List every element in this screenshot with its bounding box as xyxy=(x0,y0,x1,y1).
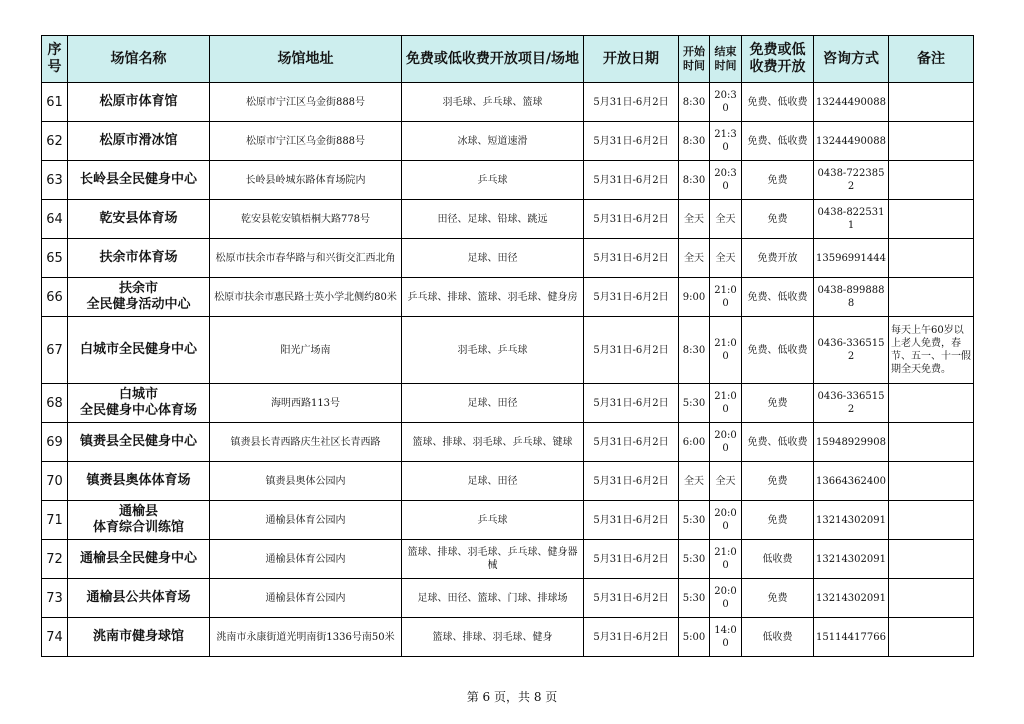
cell-end: 20:00 xyxy=(710,579,742,618)
cell-seq: 68 xyxy=(42,384,68,423)
cell-start: 全天 xyxy=(679,239,710,278)
venue-table xyxy=(41,35,974,657)
header-seq: 序号 xyxy=(42,36,68,83)
page-footer: 第 6 页，共 8 页 xyxy=(466,690,558,704)
cell-dates: 5月31日-6月2日 xyxy=(584,540,679,579)
cell-end: 21:30 xyxy=(710,122,742,161)
cell-seq: 65 xyxy=(42,239,68,278)
cell-seq: 70 xyxy=(42,462,68,501)
cell-fee: 免费 xyxy=(742,579,814,618)
cell-name: 通榆县 体育综合训练馆 xyxy=(68,501,210,540)
cell-seq: 62 xyxy=(42,122,68,161)
cell-fee: 免费、低收费 xyxy=(742,423,814,462)
cell-name: 松原市滑冰馆 xyxy=(68,122,210,161)
cell-contact: 0436-3365152 xyxy=(814,384,889,423)
cell-seq: 72 xyxy=(42,540,68,579)
cell-fee: 免费、低收费 xyxy=(742,122,814,161)
header-name: 场馆名称 xyxy=(68,36,210,83)
cell-start: 5:30 xyxy=(679,540,710,579)
cell-fee: 免费开放 xyxy=(742,239,814,278)
cell-fee: 免费、低收费 xyxy=(742,278,814,317)
cell-end: 14:00 xyxy=(710,618,742,657)
cell-remarks xyxy=(889,462,974,501)
cell-name: 镇赉县全民健身中心 xyxy=(68,423,210,462)
cell-dates: 5月31日-6月2日 xyxy=(584,384,679,423)
cell-dates: 5月31日-6月2日 xyxy=(584,462,679,501)
cell-start: 8:30 xyxy=(679,83,710,122)
cell-items: 篮球、排球、羽毛球、健身 xyxy=(402,618,584,657)
cell-address: 通榆县体育公园内 xyxy=(210,540,402,579)
cell-end: 全天 xyxy=(710,200,742,239)
table-row xyxy=(42,384,974,423)
cell-dates: 5月31日-6月2日 xyxy=(584,161,679,200)
cell-items: 羽毛球、乒乓球、篮球 xyxy=(402,83,584,122)
header-remarks: 备注 xyxy=(889,36,974,83)
cell-remarks xyxy=(889,239,974,278)
header-address: 场馆地址 xyxy=(210,36,402,83)
cell-remarks: 每天上午60岁以上老人免费，春节、五一、十一假期全天免费。 xyxy=(889,317,974,384)
header-items: 免费或低收费开放项目/场地 xyxy=(402,36,584,83)
cell-address: 阳光广场南 xyxy=(210,317,402,384)
cell-start: 5:00 xyxy=(679,618,710,657)
cell-name: 长岭县全民健身中心 xyxy=(68,161,210,200)
cell-name: 通榆县公共体育场 xyxy=(68,579,210,618)
cell-dates: 5月31日-6月2日 xyxy=(584,122,679,161)
cell-contact: 13244490088 xyxy=(814,122,889,161)
cell-end: 全天 xyxy=(710,239,742,278)
cell-end: 20:00 xyxy=(710,423,742,462)
cell-remarks xyxy=(889,161,974,200)
header-row xyxy=(42,36,974,83)
cell-address: 松原市宁江区乌金街888号 xyxy=(210,83,402,122)
cell-items: 篮球、排球、羽毛球、乒乓球、健身器械 xyxy=(402,540,584,579)
cell-start: 8:30 xyxy=(679,317,710,384)
cell-end: 21:00 xyxy=(710,384,742,423)
cell-dates: 5月31日-6月2日 xyxy=(584,423,679,462)
cell-address: 通榆县体育公园内 xyxy=(210,501,402,540)
cell-fee: 免费 xyxy=(742,200,814,239)
cell-fee: 低收费 xyxy=(742,618,814,657)
cell-end: 全天 xyxy=(710,462,742,501)
table-row xyxy=(42,501,974,540)
cell-contact: 0438-8225311 xyxy=(814,200,889,239)
cell-dates: 5月31日-6月2日 xyxy=(584,501,679,540)
table-row xyxy=(42,579,974,618)
cell-items: 冰球、短道速滑 xyxy=(402,122,584,161)
cell-end: 20:00 xyxy=(710,501,742,540)
cell-address: 通榆县体育公园内 xyxy=(210,579,402,618)
cell-contact: 0436-3365152 xyxy=(814,317,889,384)
cell-fee: 免费、低收费 xyxy=(742,83,814,122)
cell-address: 松原市宁江区乌金街888号 xyxy=(210,122,402,161)
cell-remarks xyxy=(889,122,974,161)
cell-dates: 5月31日-6月2日 xyxy=(584,579,679,618)
header-end: 结束时间 xyxy=(710,36,742,83)
table-row xyxy=(42,423,974,462)
cell-start: 5:30 xyxy=(679,579,710,618)
cell-items: 足球、田径 xyxy=(402,384,584,423)
cell-items: 足球、田径 xyxy=(402,239,584,278)
cell-contact: 0438-8998888 xyxy=(814,278,889,317)
cell-seq: 73 xyxy=(42,579,68,618)
cell-end: 21:00 xyxy=(710,540,742,579)
cell-items: 乒乓球、排球、篮球、羽毛球、健身房 xyxy=(402,278,584,317)
cell-contact: 13596991444 xyxy=(814,239,889,278)
header-fee: 免费或低收费开放 xyxy=(742,36,814,83)
table-row xyxy=(42,83,974,122)
cell-address: 长岭县岭城东路体育场院内 xyxy=(210,161,402,200)
cell-address: 海明西路113号 xyxy=(210,384,402,423)
cell-remarks xyxy=(889,579,974,618)
cell-seq: 64 xyxy=(42,200,68,239)
cell-remarks xyxy=(889,384,974,423)
cell-fee: 免费 xyxy=(742,384,814,423)
header-start: 开始时间 xyxy=(679,36,710,83)
cell-items: 田径、足球、铅球、跳远 xyxy=(402,200,584,239)
cell-fee: 免费 xyxy=(742,501,814,540)
cell-start: 全天 xyxy=(679,200,710,239)
cell-contact: 15114417766 xyxy=(814,618,889,657)
cell-seq: 69 xyxy=(42,423,68,462)
cell-start: 9:00 xyxy=(679,278,710,317)
cell-start: 6:00 xyxy=(679,423,710,462)
cell-address: 乾安县乾安镇梧桐大路778号 xyxy=(210,200,402,239)
cell-fee: 免费 xyxy=(742,161,814,200)
cell-remarks xyxy=(889,423,974,462)
table-row xyxy=(42,462,974,501)
cell-name: 白城市全民健身中心 xyxy=(68,317,210,384)
table-row xyxy=(42,618,974,657)
cell-remarks xyxy=(889,278,974,317)
cell-remarks xyxy=(889,200,974,239)
cell-contact: 13214302091 xyxy=(814,540,889,579)
cell-remarks xyxy=(889,83,974,122)
cell-dates: 5月31日-6月2日 xyxy=(584,278,679,317)
cell-contact: 13244490088 xyxy=(814,83,889,122)
cell-items: 篮球、排球、羽毛球、乒乓球、键球 xyxy=(402,423,584,462)
cell-seq: 74 xyxy=(42,618,68,657)
cell-name: 白城市 全民健身中心体育场 xyxy=(68,384,210,423)
cell-seq: 63 xyxy=(42,161,68,200)
cell-seq: 61 xyxy=(42,83,68,122)
cell-remarks xyxy=(889,540,974,579)
cell-fee: 免费 xyxy=(742,462,814,501)
cell-dates: 5月31日-6月2日 xyxy=(584,618,679,657)
table-row xyxy=(42,161,974,200)
cell-contact: 13214302091 xyxy=(814,501,889,540)
cell-name: 扶余市体育场 xyxy=(68,239,210,278)
cell-end: 20:30 xyxy=(710,161,742,200)
cell-address: 松原市扶余市春华路与和兴街交汇西北角 xyxy=(210,239,402,278)
cell-end: 21:00 xyxy=(710,317,742,384)
cell-address: 松原市扶余市惠民路士英小学北侧约80米 xyxy=(210,278,402,317)
table-row xyxy=(42,278,974,317)
cell-start: 5:30 xyxy=(679,384,710,423)
cell-seq: 66 xyxy=(42,278,68,317)
cell-contact: 13664362400 xyxy=(814,462,889,501)
cell-contact: 13214302091 xyxy=(814,579,889,618)
cell-start: 全天 xyxy=(679,462,710,501)
header-contact: 咨询方式 xyxy=(814,36,889,83)
cell-items: 乒乓球 xyxy=(402,161,584,200)
cell-address: 洮南市永康街道光明南街1336号南50米 xyxy=(210,618,402,657)
cell-address: 镇赉县长青西路庆生社区长青西路 xyxy=(210,423,402,462)
cell-items: 乒乓球 xyxy=(402,501,584,540)
cell-dates: 5月31日-6月2日 xyxy=(584,200,679,239)
cell-dates: 5月31日-6月2日 xyxy=(584,83,679,122)
cell-end: 21:00 xyxy=(710,278,742,317)
cell-name: 镇赉县奥体体育场 xyxy=(68,462,210,501)
cell-name: 扶余市 全民健身活动中心 xyxy=(68,278,210,317)
cell-contact: 0438-7223852 xyxy=(814,161,889,200)
table-row xyxy=(42,122,974,161)
cell-seq: 67 xyxy=(42,317,68,384)
cell-dates: 5月31日-6月2日 xyxy=(584,239,679,278)
cell-name: 洮南市健身球馆 xyxy=(68,618,210,657)
table-row xyxy=(42,239,974,278)
cell-end: 20:30 xyxy=(710,83,742,122)
cell-address: 镇赉县奥体公园内 xyxy=(210,462,402,501)
table-row xyxy=(42,317,974,384)
cell-start: 8:30 xyxy=(679,161,710,200)
cell-start: 8:30 xyxy=(679,122,710,161)
cell-items: 足球、田径、篮球、门球、排球场 xyxy=(402,579,584,618)
cell-name: 通榆县全民健身中心 xyxy=(68,540,210,579)
cell-fee: 免费、低收费 xyxy=(742,317,814,384)
cell-remarks xyxy=(889,501,974,540)
cell-fee: 低收费 xyxy=(742,540,814,579)
header-dates: 开放日期 xyxy=(584,36,679,83)
cell-start: 5:30 xyxy=(679,501,710,540)
cell-remarks xyxy=(889,618,974,657)
cell-seq: 71 xyxy=(42,501,68,540)
cell-items: 足球、田径 xyxy=(402,462,584,501)
cell-name: 乾安县体育场 xyxy=(68,200,210,239)
cell-name: 松原市体育馆 xyxy=(68,83,210,122)
cell-items: 羽毛球、乒乓球 xyxy=(402,317,584,384)
cell-contact: 15948929908 xyxy=(814,423,889,462)
table-row xyxy=(42,200,974,239)
table-row xyxy=(42,540,974,579)
cell-dates: 5月31日-6月2日 xyxy=(584,317,679,384)
